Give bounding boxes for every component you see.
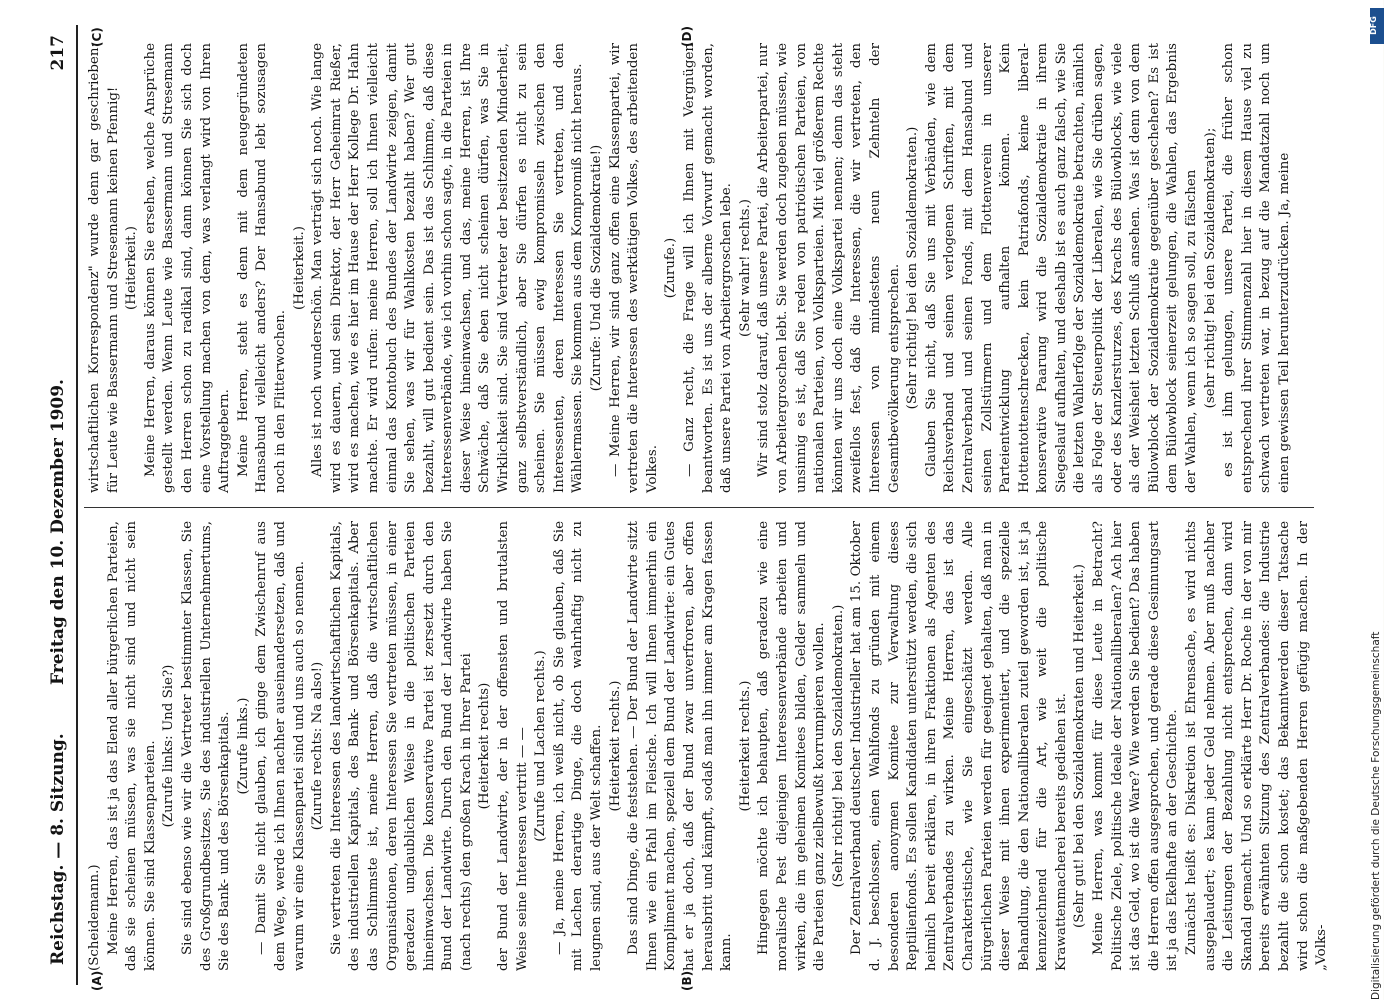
paragraph: Sie sind ebenso wie wir die Vertreter bestimmter Klassen, Sie des Großgrundbesitzes, Sie des industriellen Unternehmertums, Sie des Bank- und des Börsenkapitals. [179,521,233,971]
dfg-logo-text: DFG [1368,16,1378,35]
interjection: (Zurufe: Und die Sozialdemokratie!) [589,144,605,392]
margin-marker-b: (B) [680,970,694,991]
paragraph: Hingegen möchte ich behaupten, daß geradezu wie eine moralische Pest diejenigen Interessenverbände arbeiten und wirken, die im geheimen Komitees bilden, Gelder sammeln und die Parteien ganz zielbewußt korrumpieren wollen. [756,521,828,971]
header-date: Freitag den 10. Dezember 1909. [48,379,68,685]
paragraph: wirtschaftlichen Korrespondenz" wurde denn gar geschrieben: für Leute wie Bassermann und Stresemann keinen Pfennig! [87,43,121,493]
interjection: (Zurufe links.) [235,697,251,795]
paragraph: — Ganz recht, die Frage will ich Ihnen mit Vergnügen beantworten. Es ist uns der alberne Vorwurf gemacht worden, daß unsere Partei von Arbeitergroschen lebe. [682,43,735,493]
paragraph: (Scheidemann.) [87,864,102,971]
interjection: (Heiterkeit.) [124,226,140,310]
paragraph: Meine Herren, steht es denn mit dem neugegründeten Hansabund vielleicht anders? Der Hansabund lebt sozusagen noch in den Flitterwochen. [235,43,288,493]
interjection: (Heiterkeit rechts.) [607,680,623,812]
paragraph: — Damit Sie nicht glauben, ich ginge dem Zwischenruf aus dem Wege, werde ich Ihnen nachher auseinandersetzen, daß und warum wir eine Klassenpartei sind und uns auch so nennen. [254,521,307,971]
rotated-document-page [40,25,1330,991]
interjection: (Heiterkeit rechts.) [737,680,753,812]
paragraph: es ist ihm gelungen, unsere Partei, die früher schon entsprechend ihrer Stimmenzahl hier in diesem Hause viel zu schwach vertreten war, in bezug auf die Mandatzahl noch um einen gewissen Teil herunterzudrücken. Ja, meine [1221,43,1292,493]
margin-marker-d: (D) [680,26,694,47]
dfg-logo [1370,8,1384,44]
column-divider [84,507,1314,508]
interjection: (Zurufe rechts: Na also!) [310,661,326,831]
paragraph: Wir sind stolz darauf, daß unsere Partei, die Arbeiterpartei, nur von Arbeitergroschen lebt. Sie werden doch zugeben müssen, wie unsinnig es ist, daß Sie reden von patriotischen Parteien, von nationalen Parteien, von Volksparteien. Mit viel größerem Rechte könnten wir uns doch eine Volkspartei nennen; denn das steht zweifellos fest, daß die Interessen, die wir vertreten, den Interessen von mindestens neun Zehnteln der Gesamtbevölkerung entsprechen. [756,43,902,493]
paragraph: Glauben Sie nicht, daß Sie uns mit Verbänden, wie dem Reichsverband und seinen verlogenen Schriften, mit dem Zentralverband und seinen Fonds, mit dem Hansabund und seinen Zollstürmern und dem Flottenverein in unserer Parteientwicklung aufhalten können. Kein Hottentottenschrecken, kein Patriafonds, keine liberal-konservative Paarung wird die Sozialdemokratie in ihrem Siegeslauf aufhalten, und deshalb ist es auch ganz falsch, wie Sie die letzten Wahlerfolge der Sozialdemokratie betrachten, nämlich als Folge der Steuerpolitik der Liberalen, wie Sie drüben sagen, oder des Kanzlersturzes, des Krachs des Bülowblocks, wie viele als der Weisheit letzten Schluß ansehen. Was ist denn von dem Bülowblock der Sozialdemokratie gegenüber geschehen? Es ist dem Bülowblock seinerzeit gelungen, die Wahlen, das Ergebnis der Wahlen, wenn ich so sagen soll, zu fälschen [923,43,1200,493]
credit-text: Digitalisierung gefördert durch die Deutsche Forschungsgemeinschaft [1370,631,1382,1000]
text-column-right [86,43,1316,493]
interjection: (Sehr gut! bei den Sozialdemokraten und Heiterkeit.) [1072,564,1088,928]
margin-marker-c: (C) [90,27,104,47]
margin-marker-a: (A) [90,970,104,991]
interjection: (Sehr richtig! bei den Sozialdemokraten.) [830,604,846,888]
paragraph: Sie vertreten die Interessen des landwirtschaftlichen Kapitals, des industriellen Kapitals, des Bank- und Börsenkapitals. Aber das Schlimmste ist, meine Herren, daß die wirtschaftlichen Organisationen, deren Interessen Sie vertreten müssen, in einer geradezu unglaublichen Weise in die politischen Parteien hineinwachsen. Die konservative Partei ist zersetzt durch den Bund der Landwirte. Durch den Bund der Landwirte haben Sie (nach rechts) den großen Krach in Ihrer Partei [328,521,474,971]
text-column-left [86,521,1330,971]
interjection: (Zurufe links: Und Sie?) [161,664,177,828]
digitization-credit [1348,20,1382,1000]
paragraph: Meine Herren, daraus können Sie ersehen, welche Ansprüche gestellt werden. Wenn Leute wie Bassermann und Stresemann den Herren schon zu radikal sind, dann können Sie sich doch eine Vorstellung machen von dem, was verlangt wird von Ihren Auftraggebern. [142,43,233,493]
running-header [40,25,78,985]
interjection: (sehr richtig! bei den Sozialdemokraten); [1202,127,1218,409]
interjection: (Heiterkeit.) [291,226,307,310]
page-number: 217 [48,35,68,71]
paragraph: — Meine Herren, wir sind ganz offen eine Klassenpartei, wir vertreten die Interessen des werktätigen Volkes, des arbeitenden Volkes. [607,43,660,493]
interjection: (Zurufe.) [663,237,679,299]
paragraph: Meine Herren, was kommt für diese Leute in Betracht? Politische Ziele, politische Ideale der Nationalliberalen? Ach hier ist das Geld, wo ist die Ware? Wie werden Sie bedient? Das haben die Herren offen ausgesprochen, und gerade diese Gesinnungsart ist ja das Ekelhafte an der Geschichte. [1091,521,1181,971]
paragraph: der Bund der Landwirte, der in der offensten und brutalsten Weise seine Interessen vertritt — — [496,521,530,971]
header-session: Reichstag. — 8. Sitzung. [48,733,68,965]
paragraph: Der Zentralverband deutscher Industrieller hat am 15. Oktober d. J. beschlossen, einen Wahlfonds zu gründen mit einem besonderen anonymen Komitee zur Verwaltung dieses Reptilienfonds. Es sollen Kandidaten unterstützt werden, die sich heimlich bereit erklären, in ihren Fraktionen als Agenten des Zentralverbandes zu wirken. Meine Herren, das ist das Charakteristische, wie Sie eingeschätzt werden. Alle bürgerlichen Parteien werden für geeignet gehalten, daß man in dieser Weise mit ihnen experimentiert, und die spezielle Behandlung, die den Nationalliberalen zuteil geworden ist, ist ja kennzeichnend für die Art, wie weit die politische Krawattenmacherei bereits gediehen ist. [849,521,1069,971]
interjection: (Heiterkeit rechts) [477,682,493,810]
interjection: (Zurufe und Lachen rechts.) [533,650,549,842]
interjection: (Sehr richtig! bei den Sozialdemokraten.) [905,126,921,410]
paragraph: Zunächst heißt es: Diskretion ist Ehrensache, es wird nichts ausgeplaudert; es kann jeder Geld nehmen. Aber muß nachher die Leistungen der Bezahlung nicht entsprechen, dann wird Skandal gemacht. Und so erklärte Herr Dr. Roche in der von mir bereits erwähnten Sitzung des Zentralverbandes: die Industrie bezahlt die schon kostet; das Bekanntwerden dieser Tatsache wird schon die maßgebenden Herren gefügig machen. In der „Volks- [1184,521,1330,971]
paragraph: Alles ist noch wunderschön. Man verträgt sich noch. Wie lange wird es dauern, und sein Direktor, der Herr Geheimrat Rießer, wird es machen, wie es hier im Hause der Herr Kollege Dr. Hahn machte. Er wird rufen: meine Herren, soll ich Ihnen vielleicht einmal das Kontobuch des Bundes der Landwirte zeigen, damit Sie sehen, was wir für Wahlkosten bezahlt haben? Wer gut bezahlt, will gut bedient sein. Das ist das Schlimme, daß diese Interessenverbände, wie ich vorhin schon sagte, in die Parteien in dieser Weise hineinwachsen, und das, meine Herren, ist Ihre Schwäche, daß Sie eben nicht scheinen dürfen, was Sie in Wirklichkeit sind. Sie sind Vertreter der besitzenden Minderheit, ganz selbstverständlich, aber Sie dürfen es nicht zu sein scheinen. Sie müssen ewig kompromisseln zwischen den Interessenten, deren Interessen Sie vertreten, und den Wählermassen. Sie kommen aus dem Kompromiß nicht heraus. [310,43,586,493]
paragraph: Meine Herren, das ist ja das Elend aller bürgerlichen Parteien, daß sie scheinen müssen, was sie nicht sind und nicht sein können. Sie sind Klassenparteien. [105,521,158,971]
interjection: (Sehr wahr! rechts.) [737,199,753,337]
paragraph: Das sind Dinge, die feststehen. — Der Bund der Landwirte sitzt Ihnen wie ein Pfahl im Fleische. Ich will Ihnen immerhin ein Kompliment machen, speziell dem Bund der Landwirte: ein Gutes hat er ja doch, daß der Bund zwar unverfroren, aber offen herausbritt und kämpft, sodaß man ihn immer am Kragen fassen kann. [626,521,735,971]
paragraph: — Ja, meine Herren, ich weiß nicht, ob Sie glauben, daß Sie mit Lachen derartige Dinge, die doch wahrhaftig nicht zu leugnen sind, aus der Welt schaffen. [551,521,605,971]
